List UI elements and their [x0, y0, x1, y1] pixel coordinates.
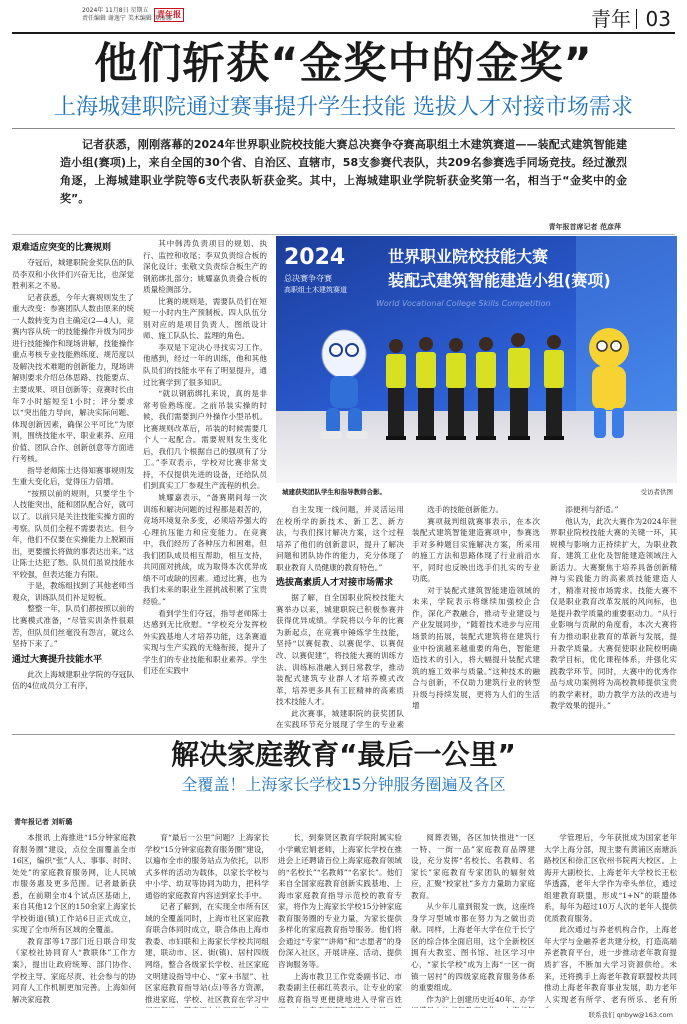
body-paragraph: “按照以前的规则，只要学生个人技能突出，能和团队配合好，就可以了。以前只是关注技能实操方面的考察。队员们全程不需要表达。但今年，他们不仅要在实操能力上脱颖而出，更要擅长将做的事表达出来。”这让陈士达犯了愁。队员们虽说技能水平较强，但表达能力有限。 [12, 488, 134, 579]
body-paragraph: 比赛的规则是，需要队员们在短短一小时内生产预制板。四人队伍分别对应的是项目负责人、图纸设计师、施工队队长、监理的角色。 [143, 296, 267, 341]
masthead-divider [636, 9, 637, 29]
lead-paragraph: 记者获悉，刚刚落幕的2024年世界职业院校技能大赛总决赛争夺赛高职组土木建筑赛道——装配式建筑智能建造小组(赛项)上，来自全国的30个省、自治区、直辖市，58支参赛代表队，共209名参赛选手同场竞技。经过激烈角逐，上海城建职业学院等6支代表队斩获金奖。其中，上海城建职业学院斩获金奖第一名，相当于“金奖中的金奖”。 [60, 138, 627, 205]
body-paragraph: “就以钢筋绑扎来说，真的是非常考验熟练度。之前吊装实操的时候，我们需要到户外操作小型吊机。比赛规则改革后，吊装的时候需要几个人一起配合。需要规则发生变化后，我们几个根据自己的强项有了分工。”李双表示，学校对比赛非常支持，不仅提供先进的设备，还给队员们到真实工厂参观生产流程的机会。 [143, 389, 267, 491]
photo-caption: 城建获奖团队学生和指导教师合影。 [282, 488, 386, 496]
divider [12, 734, 675, 735]
body-paragraph: 长，到秦贤区教育学院附属实验小学戴宏娟老师，上海家长学校在推进会上还聘请百位上海家庭教育领域的“名校长”“名教师”“名家长”。他们来自全国家庭教育创新实践基地、上海市家庭教育指导示范校的教育专家，将作为上海家长学校15分钟家庭教育服务圈的专业力量，为家长提供多样化的家庭教育指导服务。他们将会通过“专家”“讲师”和“志愿者”的身份深入社区，开展讲座、活动、提供咨询服务等。 [278, 833, 402, 970]
body-paragraph: 选手的技能创新能力。 [427, 505, 504, 514]
article-byline: 青年报首席记者 范彦萍 [548, 223, 621, 231]
main-headline: 他们斩获“金奖中的金奖” [94, 39, 593, 89]
banner-subtitle: 总决赛争夺赛 [284, 274, 332, 283]
section-subheading: 通过大赛提升技能水平 [12, 654, 103, 665]
article2-column-4 [411, 832, 535, 1008]
body-paragraph: 夺冠后，城建职院金奖队伍的队员李双和小伙伴们兴奋无比，也深觉胜利来之不易。 [12, 258, 134, 291]
article2-column-3 [278, 832, 402, 1008]
body-paragraph: 此次通过与养老机构合作，上海老年大学与金融养老共建分校，打造高端养老教育平台，进一步推动老年教育提质扩容，不断加大学习资源供给。未来，还将携手上海老年教育联盟校共同推动上海老年教育事业发展，助力老年人实现老有所学、老有所乐、老有所 [544, 925, 677, 1004]
body-paragraph: 指导老师陈士达得知赛事规则发生重大变化后，觉得压力倍增。 [12, 465, 134, 487]
body-paragraph: 据了解，自全国职业院校技能大赛举办以来，城建职院已积极参赛并获得优异成绩。学院将以今年的比赛为新起点，在竞赛中锤炼学生技能，坚持“以赛促教、以赛促学、以赛促改、以赛促建”，将技能大赛的训练方法、训练标准融入到日常教学，推动装配式建筑专业群人才培养模式改革，培养更多具有工匠精神的高素质技术技能人才。 [276, 593, 404, 707]
page-number: 03 [645, 7, 671, 31]
body-paragraph: 育“最后一公里”问题？上海家长学校“15分钟家庭教育服务圈”建设，以遍布全市的服务站点为依托，以形式多样的活动为载体，以家长学校与中小学、幼双等协同为助力，把科学通俗的家庭教育内容送到家长手中。 [145, 833, 269, 900]
editor-credits: 责任编辑 谢逸宁 美术编辑 谭丽娜 [82, 15, 172, 22]
award-team-photo [276, 236, 677, 483]
body-paragraph: 教育部等17部门近日联合印发《家校社协同育人“教联体”工作方案》，提出让政府统筹、部门协作、学校主导、家庭尽责、社会参与的协同育人工作机制更加完善。上海如何解决家庭教 [12, 936, 136, 1004]
newspaper-logo: 青年报 [154, 8, 184, 22]
main-subheadline: 上海城建职院通过赛事提升学生技能 选拔人才对接市场需求 [54, 95, 633, 120]
photo-credit: 受访者供图 [640, 488, 673, 496]
article1-column-2 [143, 238, 267, 732]
issue-date: 2024年 11月8日 星期五 [82, 7, 149, 14]
banner-title-line2: 装配式建筑智能建造小组(赛项) [388, 271, 611, 290]
body-paragraph: 添便利与舒适。” [565, 505, 619, 514]
body-paragraph: 姚耀嘉表示，“备赛期间每一次训练和解决问题的过程都是艰苦的，竞场环境复杂多变，必须培养强大的心理抗压能力和应变能力。在竞赛中，我们经历了各种压力和困难，但我们团队成员相互帮助，相互支持，共同面对挑战，成为取得本次优异成绩不可或缺的因素。通过比赛，也为我们未来的职业生涯挑战积累了宝贵经验。” [143, 493, 267, 606]
body-paragraph: 本报讯 上海推进“15分钟家庭教育服务圈”建设，点位全面覆盖全市16区，编织“张”人人、事事、时时、处处”的家庭教育服务网，让人民城市服务惠及更多范围。记者最新获悉，在前期全市4个试点区基础上，来自其他12个区的150余家上海家长学校街道(镇)工作站6日正式成立，实现了全市所有区域的全覆盖。 [12, 833, 136, 935]
article2-column-5 [544, 832, 677, 1008]
body-paragraph: 从少年儿童到银发一族，这座终身学习型城市都在努力为之做出贡献。同样，上海老年大学在位于长宁区的综合体全面启用，这个全新校区拥有大教室、图书馆、社区学习中心，“家长学校”成为上海“一区一街镇一居村”的四级家庭教育服务体系的重要组成。 [411, 902, 535, 993]
article2-column-1 [12, 832, 136, 1008]
body-paragraph: 李双是下定决心寻找实习工作。他感到，经过一年的训练，他和其他队员们的技能水平有了明显提升，通过比赛学到了很多知识。 [143, 342, 267, 387]
body-paragraph: 上海市教卫工作党委副书记、市教委副主任郝红英表示，让专业的家庭教育指导更便捷地进入寻常百姓 [278, 971, 402, 1004]
body-paragraph: 阅葬表锡，各区加快推进“一区一特、一街一品”家庭教育品牌建设，充分发挥“名校长、名教师、名家长”家庭教育专家团队的辐射效应，汇聚“校家社”多方力量助力家庭教育。 [411, 833, 535, 900]
photo-caption-bar [276, 485, 677, 499]
body-paragraph: 赛项裁判组就赛事表示，在本次装配式建筑智能建造赛项中，参赛选手对多种题目实施解决方案，所采用的施工方法和思路体现了行业前沿水平，同时也反映出选手们扎实的专业功底。 [412, 516, 540, 584]
body-paragraph: 此次赛事，城建职院的获奖团队在实践环节充分展现了学生的专业素 [276, 708, 404, 730]
body-paragraph: 学管理后，今年获批成为国家老年大学上海分部，现主要有黄浦区南塘浜路校区和徐汇区钦州书院两大校区。上海开大副校长、上海老年大学校长王松华透露，老年大学作为牵头单位，通过组建教育联盟，形成“1+N”的联盟体系，每年为超过10万人次的老年人提供优质教育服务。 [544, 833, 677, 923]
banner-subtitle-2: 高职组土木建筑赛道 [284, 286, 347, 294]
second-byline: 青年报记者 刘昕璐 [14, 818, 73, 826]
body-paragraph: 此次上海城建职业学院的夺冠队伍的4位成员分工有序， [12, 669, 134, 691]
banner-watermark: World Vocational College Skills Competition [376, 299, 551, 308]
divider [12, 128, 675, 129]
section-subheading: 艰难适应突变的比赛规则 [12, 243, 112, 253]
article2-column-2 [145, 832, 269, 1008]
body-paragraph: 于是，教练组找到了其他老师当观众，训练队员们补足短板。 [12, 581, 134, 602]
article1-column-3 [276, 504, 404, 731]
banner-title-line1: 世界职业院校技能大赛 [388, 247, 549, 266]
divider [12, 234, 675, 235]
article1-column-4 [412, 504, 540, 731]
body-paragraph: 记者获悉，今年大赛规则发生了重大改变：参赛团队人数由原来的统一人数转变为自主确定(2—4人)，竞赛内容从统一的技能操作升级为同步进行技能操作和现场讲解，技能操作重点考核专业技能熟练度、规范度以及解决技术难题的创新能力，现场讲解则要求介绍总体思路、技能要点、主要成果、项目创新等；竞赛时长由年7小时缩短至1小时；评分要求以“突出能力导向，解决实际问题、体现创新因素，确保公平可比”为原则，围绕技能水平、职业素养、应用价值、团队合作、创新创意等方面进行考核。 [12, 292, 134, 464]
section-name: 青年 [591, 7, 631, 31]
article1-column-5 [550, 504, 677, 731]
section-subheading: 选拔高素质人才对接市场需求 [276, 578, 394, 589]
masthead [12, 4, 675, 34]
body-paragraph: 记者了解到，在实现全市所有区域的全覆盖同时，上海市社区家庭教育联合体同时成立，联合体由上海市教委、市妇联和上海家长学校共同组建，联动市、区、街(镇)、居村四级网络，整合各级家长学校、社区家庭文明建设指导中心、“家+书屋”、社区家庭教育指导站(点)等各方资源，推进家庭、学校、社区教育在学习中 [145, 902, 269, 1004]
article1-column-1 [12, 238, 134, 733]
body-paragraph: 对于装配式建筑智能建造领域的未来，学院表示将继续加强校企合作，深化产教融合，推动专业建设与产业发展同步，“随着技术进步与应用场景的拓展，装配式建筑将在建筑行业中扮演越来越重要的角色，智能建造技术的引入，将大幅提升装配式建筑的施工效率与质量。”这种技术的融合与创新，不仅助力建筑行业的转型升级与持续发展，更将为人们的生活增 [412, 585, 540, 711]
body-paragraph: 他认为，此次大赛作为2024年世界职业院校技能大赛的关键一环，其规模与影响力正持续扩大，为职业教育、建筑工业化及智能建造领域注入新活力。大赛聚焦于培养具备创新精神与实践能力的高素质技能建造人才，精准对接市场需求。技能大赛不仅是职业教育改革发展的风向标，也是提升教学质量的重要驱动力。“从行业影响与贡献的角度看，本次大赛将有力推动职业教育的革新与发展，提升教学质量。大赛促使职业院校明确教学目标，优化课程体系，并强化实践教学环节。同时，大赛中的优秀作品与成功案例将为高校教师提供宝贵的教学素材，助力教学方法的改进与教学效果的提升。” [550, 516, 677, 711]
second-headline: 解决家庭教育“最后一公里” [171, 738, 516, 771]
contact-footer: 联系我们 qnbyw@163.com [588, 1011, 673, 1019]
body-paragraph: 整整一年，队员们都按照以前的比赛模式准备，“尽管实训条件很艰苦，但队员们丝毫没有怨言，就这么坚持下来了。” [12, 604, 134, 649]
banner-year: 2024 [284, 245, 346, 270]
body-paragraph: 自主发现一线问题，并灵活运用在校所学的新技术、新工艺、新方法，与我们探讨解决方案，这个过程培养了他们的创新意识，提升了解决问题和团队协作的能力，充分体现了职业教育人员健康的教育特色。” [276, 505, 404, 572]
body-paragraph: 作为沪上创建历史近40年、办学 [426, 994, 535, 1004]
second-subheadline: 全覆盖！上海家长学校15分钟服务圈遍及各区 [181, 775, 506, 794]
photo-illustration [276, 236, 677, 483]
body-paragraph: 看到学生们夺冠，指导老师陈士达感到无比欣慰。“学校充分发挥校外实践基地人才培养功能，这条赛道实现与生产实践的无缝衔接，提升了学生们的专业技能和职业素养。学生们还在实践中 [143, 608, 267, 676]
body-paragraph: 其中韩涛负责项目的规划、执行、监控和收尾；李双负责综合板的深化设计；张敬文负责综合板生产的钢筋绑扎部分；姚耀嘉负责叠合板的质量检测部分。 [143, 239, 267, 295]
